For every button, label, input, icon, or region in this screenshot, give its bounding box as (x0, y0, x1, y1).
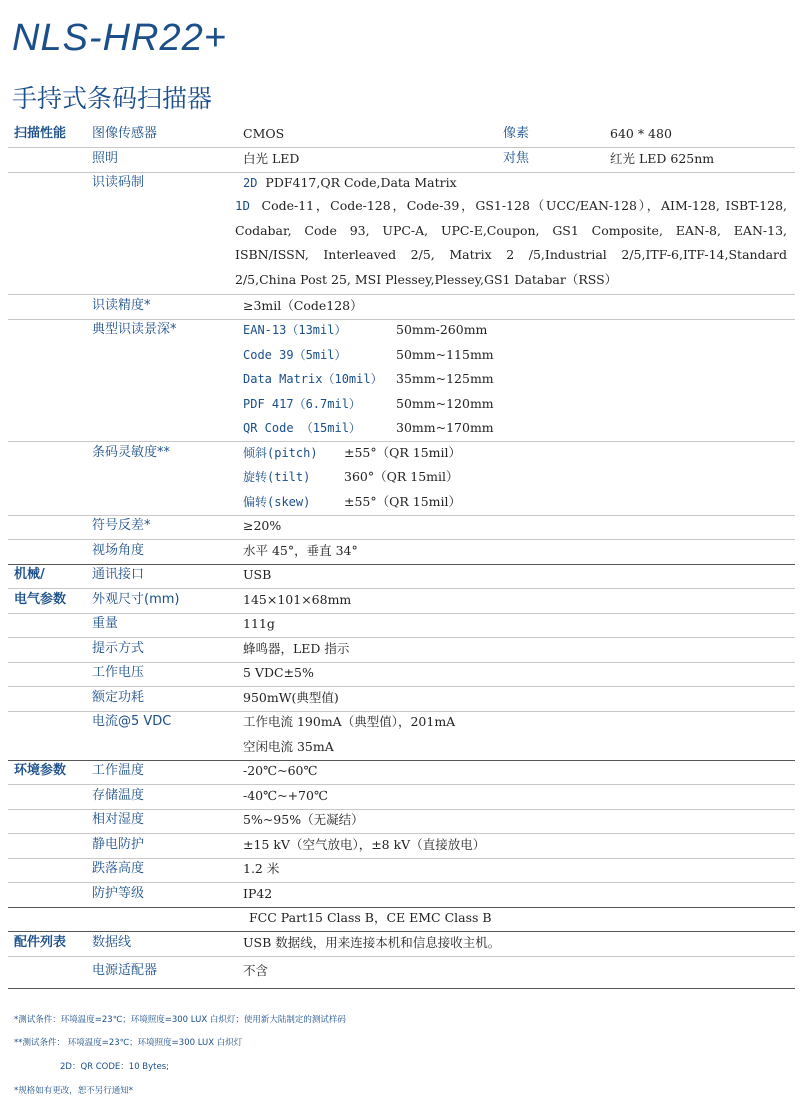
dof-code: PDF 417（6.7mil） (243, 397, 361, 411)
label-symbology: 识读码制 (92, 175, 145, 190)
value-1d-list: Code-11，Code-128，Code-39，GS1-128（UCC/EAN-128），AIM-128, ISBT-128, Codabar, Code 93, UPC-A, UPC-E,Coupon, GS1 Composite, EAN-8, EAN-13, ISBN/ISSN, Interleaved 2/5, Matrix 2 /5,Industrial 2/5,ITF-6,ITF-14,Standard 2/5,China Post 25, MSI Plessey,Plessey,GS1 Databar（RSS） (235, 198, 787, 287)
spec-row-dof-2 (8, 367, 795, 392)
spec-row-sens-1 (8, 465, 795, 490)
label-focus: 对焦 (503, 151, 530, 166)
value-adapter: 不含 (243, 963, 269, 978)
label-dimensions: 外观尺寸(mm) (92, 592, 180, 607)
value-2d (243, 171, 457, 196)
spec-row-optemp (8, 759, 795, 785)
sens-value: 360°（QR 15mil） (344, 469, 459, 484)
label-ip: 防护等级 (92, 886, 145, 901)
section-env: 环境参数 (14, 763, 67, 778)
spec-row-sttemp (8, 784, 795, 810)
label-humidity: 相对湿度 (92, 812, 145, 827)
label-dof: 典型识读景深* (92, 322, 177, 337)
value-sttemp: -40℃~+70℃ (243, 788, 328, 803)
sens-value: ±55°（QR 15mil） (344, 445, 462, 460)
value-contrast: ≥20% (243, 518, 282, 533)
spec-row-sensor (8, 122, 795, 148)
label-drop: 跌落高度 (92, 861, 145, 876)
spec-row-adapter (8, 956, 795, 989)
footnote-3: 2D：QR CODE：10 Bytes; (60, 1062, 170, 1072)
spec-row-sens-0 (8, 441, 795, 466)
spec-row-illumination (8, 147, 795, 173)
label-interface: 通讯接口 (92, 567, 145, 582)
label-pixel: 像素 (503, 126, 530, 141)
value-interface: USB (243, 567, 272, 582)
spec-row-dof-4 (8, 416, 795, 442)
dof-range: 30mm~170mm (396, 420, 494, 435)
spec-row-notify (8, 637, 795, 663)
label-esd: 静电防护 (92, 837, 145, 852)
value-dimensions: 145×101×68mm (243, 592, 352, 607)
label-adapter: 电源适配器 (92, 963, 158, 978)
value-precision: ≥3mil（Code128） (243, 298, 363, 313)
value-cable: USB 数据线，用来连接本机和信息接收主机。 (243, 935, 501, 950)
spec-row-ip (8, 882, 795, 908)
value-ip: IP42 (243, 886, 273, 901)
value-current-idle: 空闲电流 35mA (243, 739, 334, 754)
spec-row-precision (8, 294, 795, 320)
spec-row-interface (8, 563, 795, 589)
label-sensitivity: 条码灵敏度** (92, 445, 171, 460)
model-title: NLS-HR22+ (12, 17, 227, 59)
label-power: 额定功耗 (92, 690, 145, 705)
value-focus: 红光 LED 625nm (610, 151, 715, 166)
value-fov: 水平 45°，垂直 34° (243, 543, 358, 558)
value-cert: FCC Part15 Class B，CE EMC Class B (249, 910, 492, 925)
sens-name: 旋转(tilt) (243, 470, 311, 484)
section-mech-line1: 机械/ (14, 567, 45, 582)
spec-row-symbology-2d (8, 171, 795, 196)
spec-row-humidity (8, 808, 795, 834)
label-2d: 2D (243, 176, 258, 190)
label-cable: 数据线 (92, 935, 132, 950)
footnote-4: *规格如有更改，恕不另行通知* (14, 1086, 134, 1096)
value-1d (235, 194, 787, 292)
dof-code: QR Code （15mil） (243, 421, 361, 435)
label-weight: 重量 (92, 616, 119, 631)
spec-row-current-2 (8, 735, 795, 761)
section-mech-line2: 电气参数 (14, 592, 67, 607)
spec-row-cert (8, 906, 795, 932)
dof-code: EAN-13（13mil） (243, 323, 347, 337)
dof-code: Code 39（5mil） (243, 348, 347, 362)
section-scan: 扫描性能 (14, 126, 67, 141)
spec-row-dof-0 (8, 318, 795, 343)
footnote-1: *测试条件：环境温度=23℃；环境照度=300 LUX 白炽灯；使用新大陆制定的测试样码 (14, 1015, 346, 1025)
spec-row-esd (8, 833, 795, 859)
spec-row-voltage (8, 661, 795, 687)
sens-name: 倾斜(pitch) (243, 446, 318, 460)
spec-row-weight (8, 612, 795, 638)
label-current: 电流@5 VDC (92, 714, 172, 729)
sens-name: 偏转(skew) (243, 495, 311, 509)
spec-row-drop (8, 857, 795, 883)
product-subtitle: 手持式条码扫描器 (12, 84, 213, 113)
label-precision: 识读精度* (92, 298, 151, 313)
value-current-working: 工作电流 190mA（典型值），201mA (243, 714, 456, 729)
label-sensor: 图像传感器 (92, 126, 158, 141)
dof-range: 50mm~115mm (396, 347, 494, 362)
label-notify: 提示方式 (92, 641, 145, 656)
spec-row-fov (8, 539, 795, 565)
footnote-2: **测试条件： 环境温度=23℃；环境照度=300 LUX 白炽灯 (14, 1038, 243, 1048)
value-optemp: -20℃~60℃ (243, 763, 318, 778)
spec-row-contrast (8, 514, 795, 540)
value-power: 950mW(典型值) (243, 690, 339, 705)
value-weight: 111g (243, 616, 275, 631)
spec-row-cable (8, 931, 795, 957)
dof-range: 35mm~125mm (396, 371, 494, 386)
sens-value: ±55°（QR 15mil） (344, 494, 462, 509)
spec-row-power (8, 686, 795, 712)
label-illumination: 照明 (92, 151, 119, 166)
value-2d-list: PDF417,QR Code,Data Matrix (265, 175, 457, 190)
value-pixel: 640 * 480 (610, 126, 672, 141)
dof-range: 50mm-260mm (396, 322, 488, 337)
label-optemp: 工作温度 (92, 763, 145, 778)
value-voltage: 5 VDC±5% (243, 665, 314, 680)
dof-code: Data Matrix（10mil） (243, 372, 383, 386)
label-contrast: 符号反差* (92, 518, 151, 533)
spec-row-dof-1 (8, 343, 795, 368)
dof-range: 50mm~120mm (396, 396, 494, 411)
value-sensor: CMOS (243, 126, 285, 141)
spec-row-sens-2 (8, 490, 795, 516)
spec-row-current-1 (8, 710, 795, 735)
label-sttemp: 存储温度 (92, 788, 145, 803)
spec-row-dof-3 (8, 392, 795, 417)
spec-row-dimensions (8, 588, 795, 614)
label-fov: 视场角度 (92, 543, 145, 558)
value-esd: ±15 kV（空气放电），±8 kV（直接放电） (243, 837, 486, 852)
value-humidity: 5%~95%（无凝结） (243, 812, 364, 827)
label-voltage: 工作电压 (92, 665, 145, 680)
value-illumination: 白光 LED (243, 151, 300, 166)
value-notify: 蜂鸣器，LED 指示 (243, 641, 350, 656)
section-acc: 配件列表 (14, 935, 67, 950)
value-drop: 1.2 米 (243, 861, 280, 876)
label-1d: 1D (235, 198, 251, 213)
